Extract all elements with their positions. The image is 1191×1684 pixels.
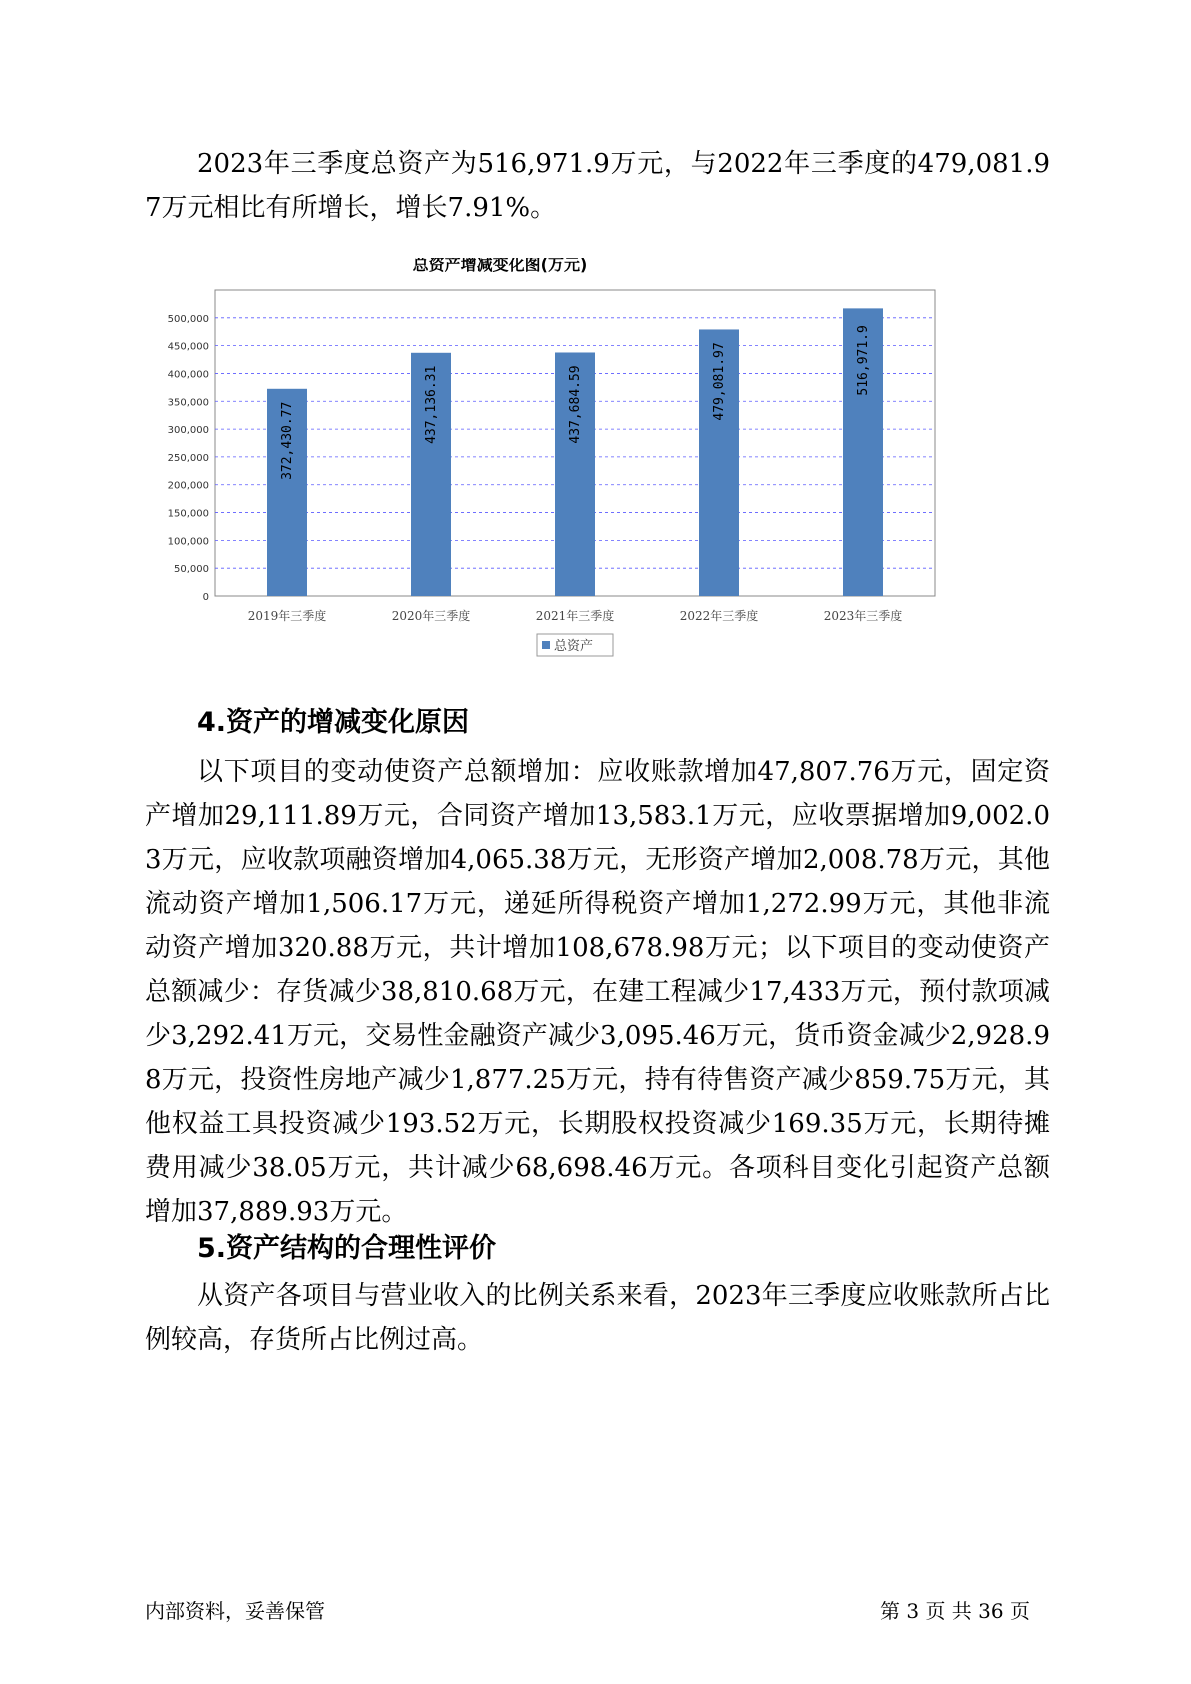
chart-svg (160, 258, 1020, 708)
section-heading-5: 5.资产结构的合理性评价 (197, 1233, 497, 1264)
x-tick-label: 2023年三季度 (823, 609, 903, 623)
y-tick-label: 100,000 (167, 536, 209, 548)
evaluation-paragraph: 从资产各项目与营业收入的比例关系来看，2023年三季度应收账款所占比例较高，存货所占比例过高。 (145, 1281, 1050, 1355)
section-heading-4: 4.资产的增减变化原因 (197, 707, 470, 738)
y-tick-label: 250,000 (167, 452, 209, 464)
x-tick-label: 2020年三季度 (391, 609, 471, 623)
reasons-paragraph: 以下项目的变动使资产总额增加：应收账款增加47,807.76万元，固定资产增加29,111.89万元，合同资产增加13,583.1万元，应收票据增加9,002.03万元，应收款项融资增加4,065.38万元，无形资产增加2,008.78万元，其他流动资产增加1,506.17万元，递延所得税资产增加1,272.99万元，其他非流动资产增加320.88万元，共计增加108,678.98万元；以下项目的变动使资产总额减少：存货减少38,810.68万元，在建工程减少17,433万元，预付款项减少3,292.41万元，交易性金融资产减少3,095.46万元，货币资金减少2,928.98万元，投资性房地产减少1,877.25万元，持有待售资产减少859.75万元，其他权益工具投资减少193.52万元，长期股权投资减少169.35万元，长期待摊费用减少38.05万元，共计减少68,698.46万元。各项科目变化引起资产总额增加37,889.93万元。 (145, 757, 1050, 1227)
legend-swatch (542, 641, 550, 649)
bar-data-label: 437,684.59 (568, 365, 583, 444)
y-tick-label: 450,000 (167, 341, 209, 353)
y-tick-label: 50,000 (174, 564, 209, 576)
total-assets-bar-chart (160, 258, 1020, 708)
y-tick-label: 500,000 (167, 313, 209, 325)
y-tick-label: 400,000 (167, 369, 209, 381)
x-tick-label: 2021年三季度 (535, 609, 615, 623)
bar-data-label: 372,430.77 (280, 401, 295, 480)
y-tick-label: 200,000 (167, 480, 209, 492)
bar-data-label: 479,081.97 (712, 342, 727, 421)
footer-confidential-note: 内部资料，妥善保管 (145, 1599, 325, 1623)
footer-page-number: 第 3 页 共 36 页 (880, 1599, 1030, 1623)
x-tick-label: 2019年三季度 (247, 609, 327, 623)
y-tick-label: 150,000 (167, 508, 209, 520)
y-tick-label: 350,000 (167, 397, 209, 409)
chart-title: 总资产增减变化图(万元) (412, 258, 588, 274)
x-tick-label: 2022年三季度 (679, 609, 759, 623)
bar-data-label: 437,136.31 (424, 365, 439, 444)
bar-data-label: 516,971.9 (856, 325, 871, 396)
legend-label: 总资产 (554, 639, 594, 654)
intro-paragraph: 2023年三季度总资产为516,971.9万元，与2022年三季度的479,081.97万元相比有所增长，增长7.91%。 (145, 149, 1050, 223)
y-tick-label: 0 (202, 592, 209, 603)
y-tick-label: 300,000 (167, 425, 209, 437)
